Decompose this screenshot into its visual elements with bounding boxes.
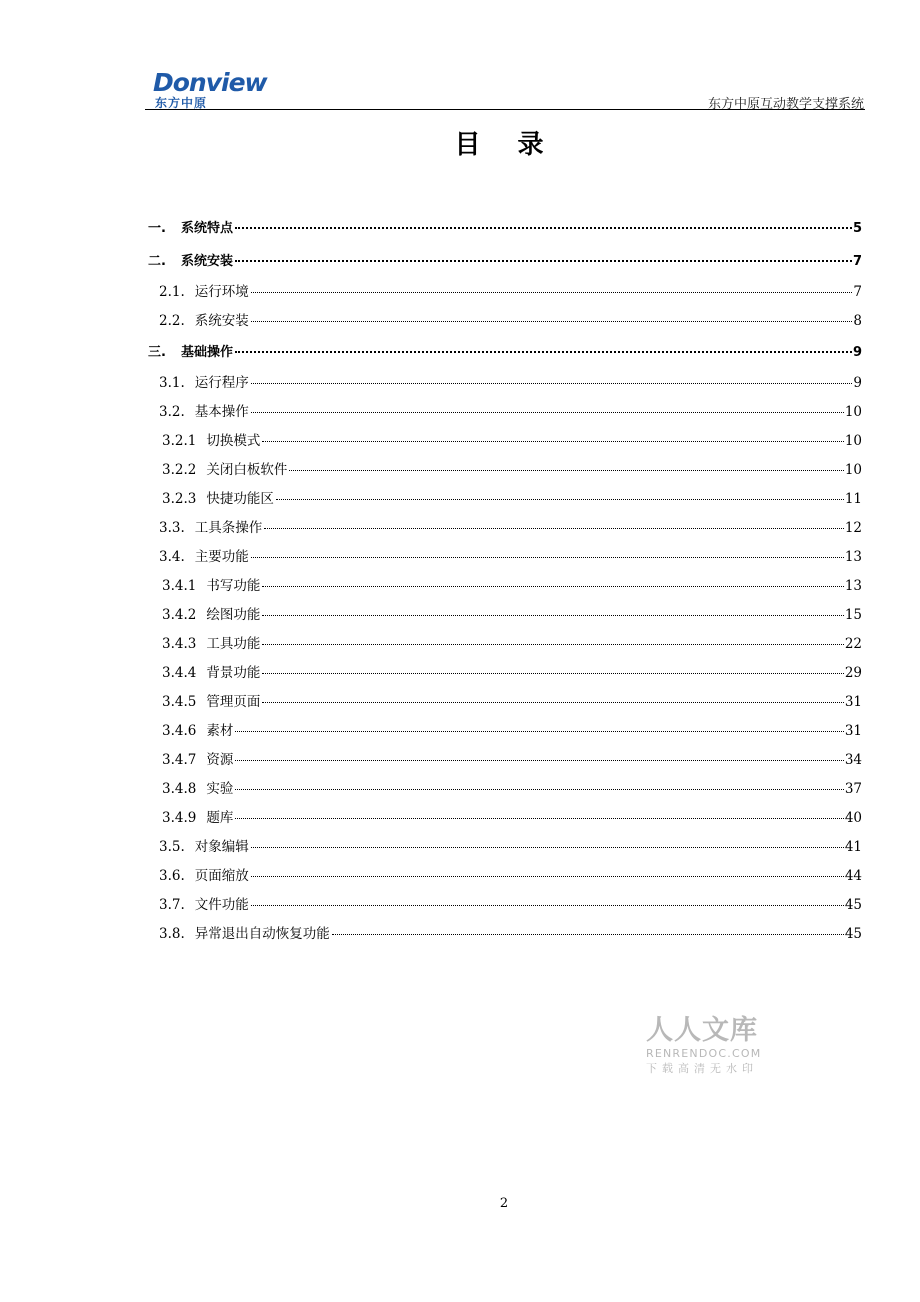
toc-dot-leader — [289, 470, 843, 471]
watermark-url: RENRENDOC.COM — [646, 1047, 762, 1060]
toc-entry[interactable] — [148, 369, 862, 398]
toc-entry-label: 书写功能 — [206, 578, 261, 594]
toc-entry-number: 3.4.1 — [162, 578, 197, 594]
toc-entry-label: 快捷功能区 — [206, 491, 274, 507]
toc-dot-leader — [264, 528, 844, 529]
toc-entry-label: 运行程序 — [194, 375, 249, 391]
toc-entry[interactable] — [148, 920, 862, 949]
toc-entry-label: 管理页面 — [206, 694, 261, 710]
toc-entry-page: 44 — [844, 868, 862, 884]
table-of-contents — [148, 212, 862, 949]
toc-dot-leader — [332, 934, 844, 935]
toc-entry-number: 3.4.7 — [162, 752, 197, 768]
toc-entry-page: 11 — [844, 491, 862, 507]
toc-entry-label: 绘图功能 — [206, 607, 261, 623]
toc-entry[interactable] — [148, 862, 862, 891]
toc-dot-leader — [262, 702, 843, 703]
toc-dot-leader — [251, 876, 844, 877]
toc-entry-label: 系统安装 — [181, 254, 234, 269]
page-title: 目 录 — [454, 130, 558, 160]
toc-entry[interactable] — [148, 630, 862, 659]
toc-dot-leader — [235, 227, 852, 229]
toc-entry-number: 三. — [148, 345, 166, 360]
toc-entry-label: 工具功能 — [206, 636, 261, 652]
toc-entry[interactable] — [148, 659, 862, 688]
toc-entry-page: 7 — [853, 284, 862, 300]
toc-entry-page: 7 — [852, 254, 862, 269]
toc-entry-page: 10 — [844, 433, 862, 449]
watermark — [646, 1015, 776, 1077]
toc-entry-label: 系统特点 — [181, 221, 234, 236]
toc-entry-label: 运行环境 — [194, 284, 249, 300]
toc-dot-leader — [251, 557, 844, 558]
toc-dot-leader — [251, 383, 853, 384]
toc-entry-number: 3.2.2 — [162, 462, 197, 478]
toc-entry[interactable] — [148, 456, 862, 485]
toc-entry-page: 9 — [853, 375, 862, 391]
toc-entry-number: 3.4.6 — [162, 723, 197, 739]
toc-entry[interactable] — [148, 746, 862, 775]
toc-entry[interactable] — [148, 833, 862, 862]
toc-dot-leader — [262, 644, 843, 645]
toc-entry-number: 3.3. — [159, 520, 185, 536]
toc-entry-number: 3.4.3 — [162, 636, 197, 652]
brand-logo — [153, 68, 267, 110]
toc-entry-number: 3.4.5 — [162, 694, 197, 710]
toc-dot-leader — [251, 412, 844, 413]
toc-dot-leader — [235, 818, 843, 819]
toc-entry-number: 3.4. — [159, 549, 185, 565]
toc-entry[interactable] — [148, 543, 862, 572]
toc-entry-page: 9 — [852, 345, 862, 360]
toc-dot-leader — [262, 673, 843, 674]
toc-entry-page: 34 — [844, 752, 862, 768]
toc-entry-page: 10 — [844, 404, 862, 420]
toc-entry-page: 15 — [844, 607, 862, 623]
toc-entry-page: 13 — [844, 549, 862, 565]
header-divider — [145, 109, 865, 110]
toc-entry-label: 关闭白板软件 — [206, 462, 288, 478]
toc-entry-number: 3.8. — [159, 926, 185, 942]
toc-entry-number: 3.2.3 — [162, 491, 197, 507]
header-title: 东方中原互动教学支撑系统 — [707, 97, 864, 112]
toc-entry-number: 3.2.1 — [162, 433, 197, 449]
toc-entry-number: 2.2. — [159, 313, 185, 329]
toc-entry-page: 31 — [844, 723, 862, 739]
toc-dot-leader — [251, 292, 853, 293]
toc-entry-number: 3.2. — [159, 404, 185, 420]
toc-dot-leader — [276, 499, 844, 500]
toc-entry-number: 3.6. — [159, 868, 185, 884]
toc-entry-page: 5 — [852, 221, 862, 236]
toc-entry[interactable] — [148, 601, 862, 630]
toc-entry[interactable] — [148, 485, 862, 514]
toc-entry[interactable] — [148, 307, 862, 336]
toc-entry-page: 13 — [844, 578, 862, 594]
toc-entry-number: 一. — [148, 221, 166, 236]
toc-dot-leader — [251, 847, 844, 848]
toc-entry-number: 3.5. — [159, 839, 185, 855]
toc-entry-label: 实验 — [206, 781, 234, 797]
toc-entry-page: 41 — [844, 839, 862, 855]
watermark-name: 人人文库 — [646, 1015, 758, 1046]
toc-entry[interactable] — [148, 717, 862, 746]
toc-entry-page: 22 — [844, 636, 862, 652]
toc-entry-number: 2.1. — [159, 284, 185, 300]
toc-entry-label: 工具条操作 — [194, 520, 263, 536]
toc-entry-page: 8 — [853, 313, 862, 329]
toc-entry-label: 素材 — [206, 723, 234, 739]
toc-entry-number: 3.4.4 — [162, 665, 197, 681]
toc-entry-label: 主要功能 — [194, 549, 249, 565]
toc-entry-page: 45 — [844, 897, 862, 913]
toc-entry-label: 文件功能 — [194, 897, 249, 913]
toc-dot-leader — [235, 260, 852, 262]
toc-entry-page: 10 — [844, 462, 862, 478]
toc-entry-label: 基本操作 — [194, 404, 249, 420]
toc-entry[interactable] — [148, 891, 862, 920]
toc-entry-label: 切换模式 — [206, 433, 261, 449]
toc-dot-leader — [235, 731, 843, 732]
toc-entry-page: 31 — [844, 694, 862, 710]
toc-entry-page: 29 — [844, 665, 862, 681]
toc-entry[interactable] — [148, 514, 862, 543]
toc-entry-label: 背景功能 — [206, 665, 261, 681]
toc-entry-number: 3.1. — [159, 375, 185, 391]
toc-entry[interactable] — [148, 212, 862, 245]
toc-entry[interactable] — [148, 804, 862, 833]
toc-entry-label: 页面缩放 — [194, 868, 249, 884]
toc-entry-label: 系统安装 — [194, 313, 249, 329]
toc-entry-label: 资源 — [206, 752, 234, 768]
toc-dot-leader — [251, 905, 844, 906]
toc-entry-page: 12 — [844, 520, 862, 536]
toc-entry-page: 37 — [844, 781, 862, 797]
toc-entry-label: 基础操作 — [181, 345, 234, 360]
toc-entry-number: 3.7. — [159, 897, 185, 913]
toc-entry-number: 3.4.8 — [162, 781, 197, 797]
toc-entry[interactable] — [148, 336, 862, 369]
toc-dot-leader — [251, 321, 853, 322]
toc-dot-leader — [235, 351, 852, 353]
toc-entry-label: 题库 — [206, 810, 234, 826]
toc-dot-leader — [262, 586, 843, 587]
toc-entry-number: 3.4.9 — [162, 810, 197, 826]
toc-dot-leader — [235, 760, 843, 761]
toc-entry[interactable] — [148, 278, 862, 307]
toc-entry[interactable] — [148, 688, 862, 717]
toc-entry[interactable] — [148, 775, 862, 804]
toc-entry[interactable] — [148, 245, 862, 278]
toc-entry-page: 45 — [844, 926, 862, 942]
toc-entry[interactable] — [148, 572, 862, 601]
logo-subtitle: 东方中原 — [155, 96, 208, 110]
toc-entry-number: 3.4.2 — [162, 607, 197, 623]
page-number: 2 — [499, 1196, 509, 1211]
watermark-tagline: 下载高清无水印 — [646, 1062, 758, 1075]
toc-entry[interactable] — [148, 427, 862, 456]
toc-entry-number: 二. — [148, 254, 166, 269]
toc-entry-page: 40 — [844, 810, 862, 826]
toc-entry-label: 对象编辑 — [194, 839, 249, 855]
logo-wordmark: Donview — [153, 68, 267, 97]
toc-entry[interactable] — [148, 398, 862, 427]
toc-dot-leader — [262, 615, 843, 616]
toc-dot-leader — [235, 789, 843, 790]
toc-dot-leader — [262, 441, 843, 442]
toc-entry-label: 异常退出自动恢复功能 — [194, 926, 330, 942]
